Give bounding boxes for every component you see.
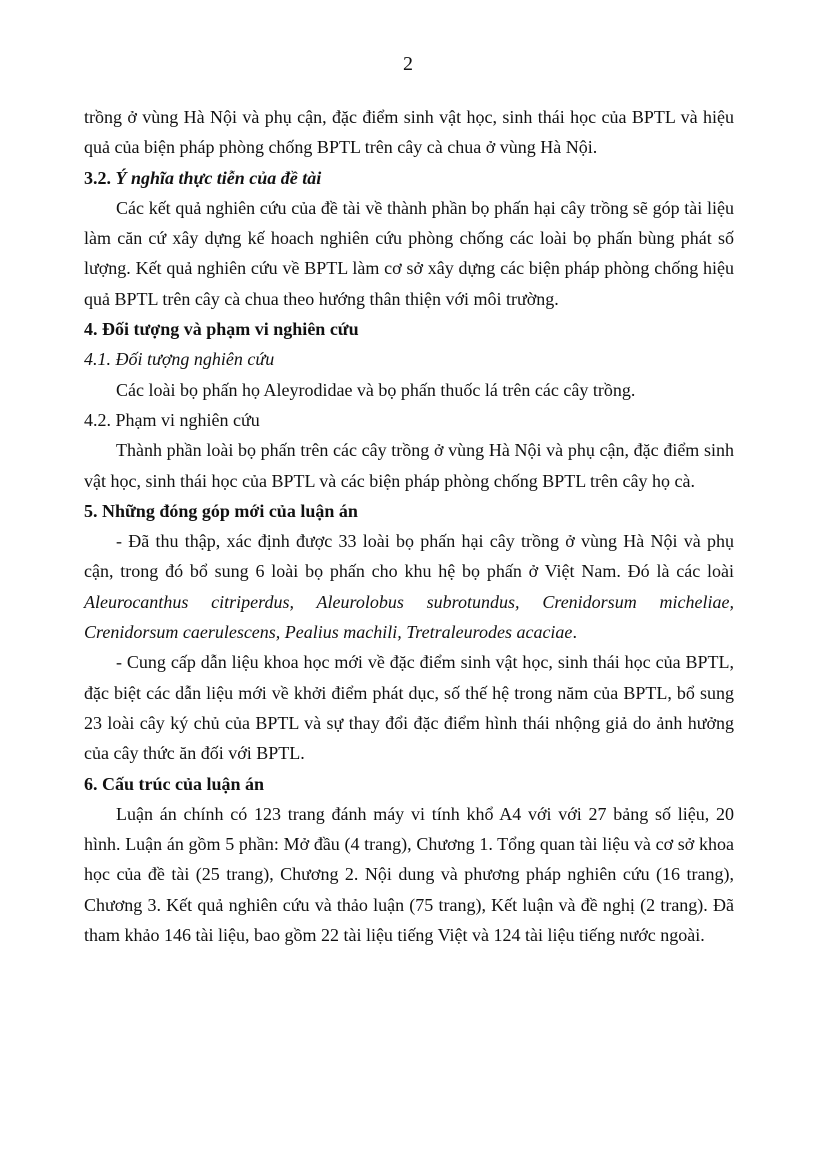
section-5-heading: 5. Những đóng góp mới của luận án [84,500,358,521]
section-5-item-1-text: - Đã thu thập, xác định được 33 loài bọ phấn hại cây trồng ở vùng Hà Nội và phụ cận, trong đó bổ sung 6 loài bọ phấn cho khu hệ bọ phấn ở Việt Nam. Đó là các loài [84,531,734,582]
section-5-item-1 [84,526,734,647]
section-6-paragraph: Luận án chính có 123 trang đánh máy vi tính khổ A4 với với 27 bảng số liệu, 20 hình. Luận án gồm 5 phần: Mở đầu (4 trang), Chương 1. Tổng quan tài liệu và cơ sở khoa học của đề tài (25 trang), Chương 2. Nội dung và phương pháp nghiên cứu (16 trang), Chương 3. Kết quả nghiên cứu và thảo luận (75 trang), Kết luận và đề nghị (2 trang). Đã tham khảo 146 tài liệu, bao gồm 22 tài liệu tiếng Việt và 124 tài liệu tiếng nước ngoài. [84,803,734,946]
section-6-heading: 6. Cấu trúc của luận án [84,773,265,794]
species-list: Aleurocanthus citriperdus, Aleurolobus subrotundus, Crenidorsum micheliae, Crenidorsum caerulescens, Pealius machili, Tretraleurodes acaciae [84,591,734,643]
intro-paragraph: trồng ở vùng Hà Nội và phụ cận, đặc điểm sinh vật học, sinh thái học của BPTL và hiệu quả của biện pháp phòng chống BPTL trên cây cà chua ở vùng Hà Nội. [84,107,734,158]
section-3-2-number: 3.2. [84,167,111,188]
section-4-1-heading: 4.1. Đối tượng nghiên cứu [84,349,275,370]
section-4-1-paragraph: Các loài bọ phấn họ Aleyrodidae và bọ phấn thuốc lá trên các cây trồng. [116,379,636,400]
section-3-2-title: Ý nghĩa thực tiễn của đề tài [115,167,322,188]
section-4-2-paragraph: Thành phần loài bọ phấn trên các cây trồng ở vùng Hà Nội và phụ cận, đặc điểm sinh vật học, sinh thái học của BPTL và các biện pháp phòng chống BPTL trên cây họ cà. [84,440,734,491]
section-3-2-heading [84,163,734,193]
page-number: 2 [403,53,413,75]
section-5-item-1-end: . [572,622,577,643]
section-5-item-2: - Cung cấp dẫn liệu khoa học mới về đặc điểm sinh vật học, sinh thái học của BPTL, đặc biệt các dẫn liệu mới về khởi điểm phát dục, số thế hệ trong năm của BPTL, bổ sung 23 loài cây ký chủ của BPTL và sự thay đổi đặc điểm hình thái nhộng giả do ảnh hưởng của cây thức ăn đối với BPTL. [84,652,734,764]
section-4-2-heading: 4.2. Phạm vi nghiên cứu [84,409,260,430]
section-3-2-paragraph: Các kết quả nghiên cứu của đề tài về thành phần bọ phấn hại cây trồng sẽ góp tài liệu làm căn cứ xây dựng kế hoach nghiên cứu phòng chống các loài bọ phấn bùng phát số lượng. Kết quả nghiên cứu về BPTL làm cơ sở xây dựng các biện pháp phòng chống hiệu quả BPTL trên cây cà chua theo hướng thân thiện với môi trường. [84,197,734,309]
document-body [84,102,734,950]
section-4-heading: 4. Đối tượng và phạm vi nghiên cứu [84,319,359,340]
